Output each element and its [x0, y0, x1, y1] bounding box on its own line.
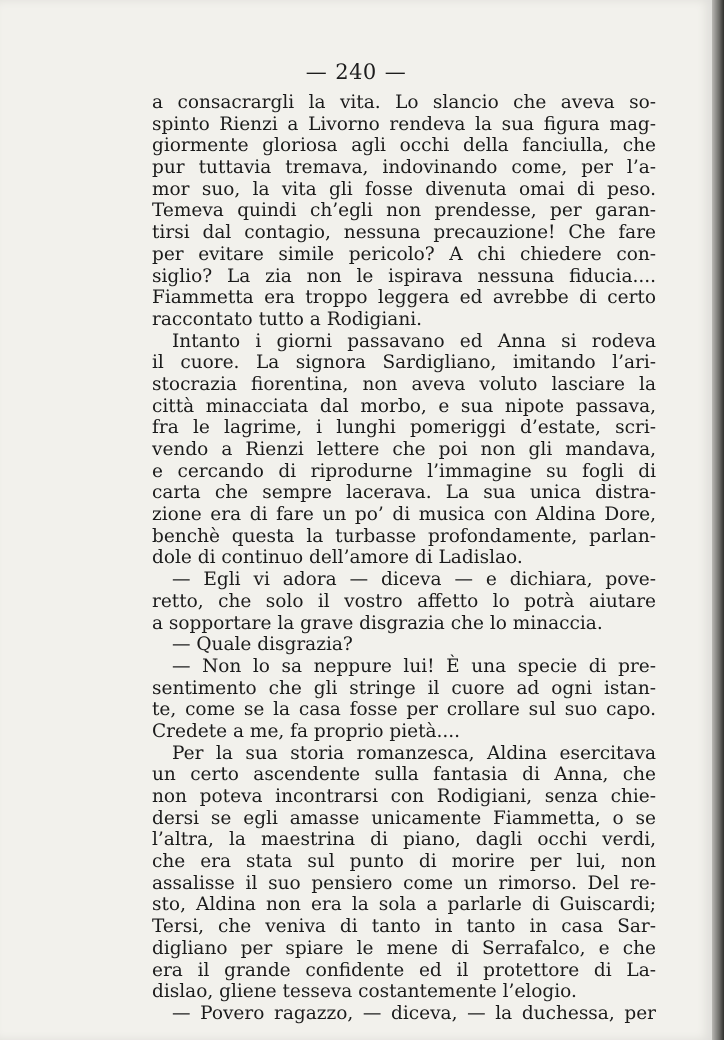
text-line: vendo a Rienzi lettere che poi non gli mandava,: [152, 439, 656, 460]
text-line: stocrazia fiorentina, non aveva voluto lasciare la: [152, 373, 656, 395]
text-line: sto, Aldina non era la sola a parlarle di Guiscardi;: [152, 894, 656, 916]
text-line: dole di continuo dell’amore di Ladislao.: [152, 547, 523, 569]
text-line: per evitare simile pericolo? A chi chiedere con-: [152, 243, 656, 265]
page-number: 240: [335, 60, 377, 84]
text-line: a consacrargli la vita. Lo slancio che aveva so-: [152, 92, 656, 113]
text-line: siglio? La zia non le ispirava nessuna fiducia....: [152, 265, 656, 287]
text-line: — Povero ragazzo, — diceva, — la duchessa, per: [172, 1002, 656, 1024]
text-line: mor suo, la vita gli fosse divenuta omai di peso.: [152, 178, 656, 200]
text-line: digliano per spiare le mene di Serrafalco, e che: [152, 937, 656, 959]
text-line: a sopportare la grave disgrazia che lo minaccia.: [152, 612, 603, 634]
text-line: raccontato tutto a Rodigiani.: [152, 308, 423, 330]
text-line: città minacciata dal morbo, e sua nipote passava,: [152, 395, 656, 417]
text-line: il cuore. La signora Sardigliano, imitando l’ari-: [152, 352, 656, 374]
text-line: carta che sempre lacerava. La sua unica distra-: [152, 482, 656, 504]
text-line: — Quale disgrazia?: [172, 634, 353, 656]
text-line: fra le lagrime, i lunghi pomeriggi d’estate, scri-: [152, 417, 656, 439]
text-line: te, come se la casa fosse per crollare sul suo capo.: [152, 699, 656, 721]
text-line: l’altra, la maestrina di piano, dagli occhi verdi,: [152, 829, 656, 851]
text-line: dislao, gliene tesseva costantemente l’elogio.: [152, 981, 577, 1003]
text-line: che era stata sul punto di morire per lui, non: [152, 851, 656, 873]
text-line: e cercando di riprodurne l’immagine su fogli di: [152, 460, 656, 482]
page-number-dash-right: —: [384, 60, 407, 84]
text-line: tirsi dal contagio, nessuna precauzione! Che fare: [152, 222, 656, 244]
text-line: zione era di fare un po’ di musica con Aldina Dore,: [152, 504, 656, 526]
page-edge-shadow: [712, 0, 724, 1040]
text-line: — Egli vi adora — diceva — e dichiara, pove-: [172, 569, 656, 591]
text-line: Temeva quindi ch’egli non prendesse, per garan-: [152, 200, 656, 222]
text-line: era il grande confidente ed il protettore di La-: [152, 959, 656, 981]
text-line: spinto Rienzi a Livorno rendeva la sua figura mag-: [152, 113, 656, 135]
text-line: Credete a me, fa proprio pietà....: [152, 720, 461, 742]
text-line: Intanto i giorni passavano ed Anna si rodeva: [172, 330, 656, 352]
text-line: Tersi, che veniva di tanto in tanto in casa Sar-: [152, 916, 656, 938]
page-number-dash-left: —: [305, 60, 328, 84]
text-line: — Non lo sa neppure lui! È una specie di pre-: [172, 655, 656, 677]
text-line: retto, che solo il vostro affetto lo potrà aiutare: [152, 590, 656, 612]
text-line: Per la sua storia romanzesca, Aldina esercitava: [172, 742, 656, 764]
text-line: giormente gloriosa agli occhi della fanciulla, che: [152, 135, 656, 157]
text-line: non poteva incontrarsi con Rodigiani, senza chie-: [152, 786, 656, 807]
text-line: dersi se egli amasse unicamente Fiammetta, o se: [152, 807, 656, 829]
text-line: benchè questa la turbasse profondamente, parlan-: [152, 525, 656, 547]
text-line: sentimento che gli stringe il cuore ad ogni istan-: [152, 677, 656, 699]
text-line: assalisse il suo pensiero come un rimorso. Del re-: [152, 872, 656, 894]
text-line: pur tuttavia tremava, indovinando come, per l’a-: [152, 157, 656, 179]
body-text: [152, 92, 656, 1025]
page-number-header: [0, 60, 712, 84]
text-line: un certo ascendente sulla fantasia di Anna, che: [152, 764, 656, 786]
text-line: Fiammetta era troppo leggera ed avrebbe di certo: [152, 287, 656, 309]
